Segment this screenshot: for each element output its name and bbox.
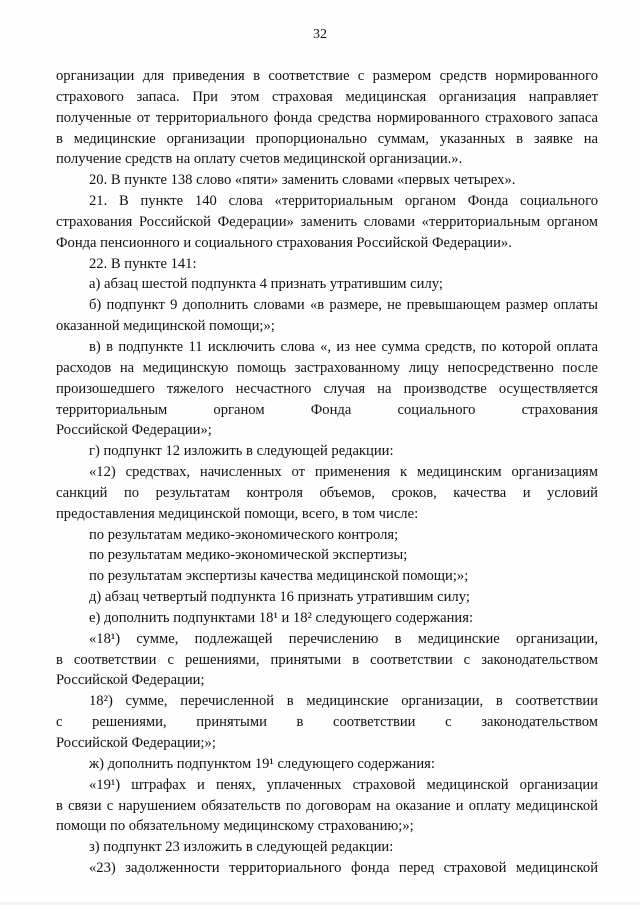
text-line: 20. В пункте 138 слово «пяти» заменить словами «первых четырех».	[89, 172, 516, 189]
text-line: в связи с нарушением обязательств по договорам на оказание и оплату медицинской	[56, 797, 598, 814]
text-line: Российской Федерации»;	[56, 422, 212, 439]
text-line: 22. В пункте 141:	[89, 255, 197, 272]
text-line: страхового запаса. При этом страховая медицинская организация направляет	[56, 88, 598, 105]
text-line: помощи по обязательному медицинскому страхованию;»;	[56, 818, 414, 835]
text-line: Российской Федерации;»;	[56, 735, 216, 751]
text-line: з) подпункт 23 изложить в следующей редакции:	[89, 839, 394, 856]
page-number: 32	[313, 27, 327, 42]
text-line: 21. В пункте 140 слова «территориальным органом Фонда социального	[89, 193, 598, 210]
text-line: д) абзац четвертый подпункта 16 признать утратившим силу;	[89, 589, 470, 606]
text-line: 18²) сумме, перечисленной в медицинские организации, в соответствии	[89, 693, 598, 710]
text-line: организации для приведения в соответствие с размером средств нормированного	[56, 68, 598, 84]
text-line: е) дополнить подпунктами 18¹ и 18² следующего содержания:	[89, 609, 474, 626]
text-line: получение средств на оплату счетов медицинской организации.».	[56, 151, 463, 168]
text-line: расходов на медицинскую помощь застрахованному лицу непосредственно после	[56, 359, 598, 376]
text-line: г) подпункт 12 изложить в следующей редакции:	[89, 443, 394, 460]
text-line: по результатам медико-экономической экспертизы;	[89, 547, 408, 564]
document-body	[56, 66, 598, 879]
text-line: «19¹) штрафах и пенях, уплаченных страховой медицинской организации	[89, 776, 598, 793]
text-line: произошедшего тяжелого несчастного случая на производстве осуществляется	[56, 380, 598, 397]
text-line: Российской Федерации;	[56, 672, 205, 689]
text-line: предоставления медицинской помощи, всего, в том числе:	[56, 505, 419, 522]
text-line: по результатам медико-экономического контроля;	[89, 526, 399, 543]
text-line: страхования Российской Федерации» заменить словами «территориальным органом	[56, 213, 598, 230]
text-line: оказанной медицинской помощи;»;	[56, 318, 275, 335]
text-line: в соответствии с решениями, принятыми в соответствии с законодательством	[56, 651, 598, 668]
text-line: б) подпункт 9 дополнить словами «в размере, не превышающем размер оплаты	[89, 297, 598, 314]
text-line: Фонда пенсионного и социального страхования Российской Федерации».	[56, 234, 512, 251]
text-line: «12) средствах, начисленных от применения к медицинским организациям	[89, 464, 598, 481]
text-line: с решениями, принятыми в соответствии с законодательством	[56, 714, 598, 731]
text-line: ж) дополнить подпунктом 19¹ следующего содержания:	[89, 755, 435, 772]
text-line: полученные от территориального фонда средства нормированного страхового запаса	[56, 109, 598, 126]
text-line: в медицинские организации пропорционально суммам, указанных в заявке на	[56, 130, 598, 147]
text-line: в) в подпункте 11 исключить слова «, из нее сумма средств, по которой оплата	[89, 338, 598, 355]
text-line: а) абзац шестой подпункта 4 признать утратившим силу;	[89, 276, 443, 293]
text-line: «23) задолженности территориального фонда перед страховой медицинской	[89, 860, 598, 877]
text-line: территориальным органом Фонда социального страхования	[56, 401, 598, 418]
text-line: санкций по результатам контроля объемов, сроков, качества и условий	[56, 484, 598, 501]
text-line: по результатам экспертизы качества медицинской помощи;»;	[89, 568, 469, 585]
text-line: «18¹) сумме, подлежащей перечислению в медицинские организации,	[89, 630, 598, 647]
